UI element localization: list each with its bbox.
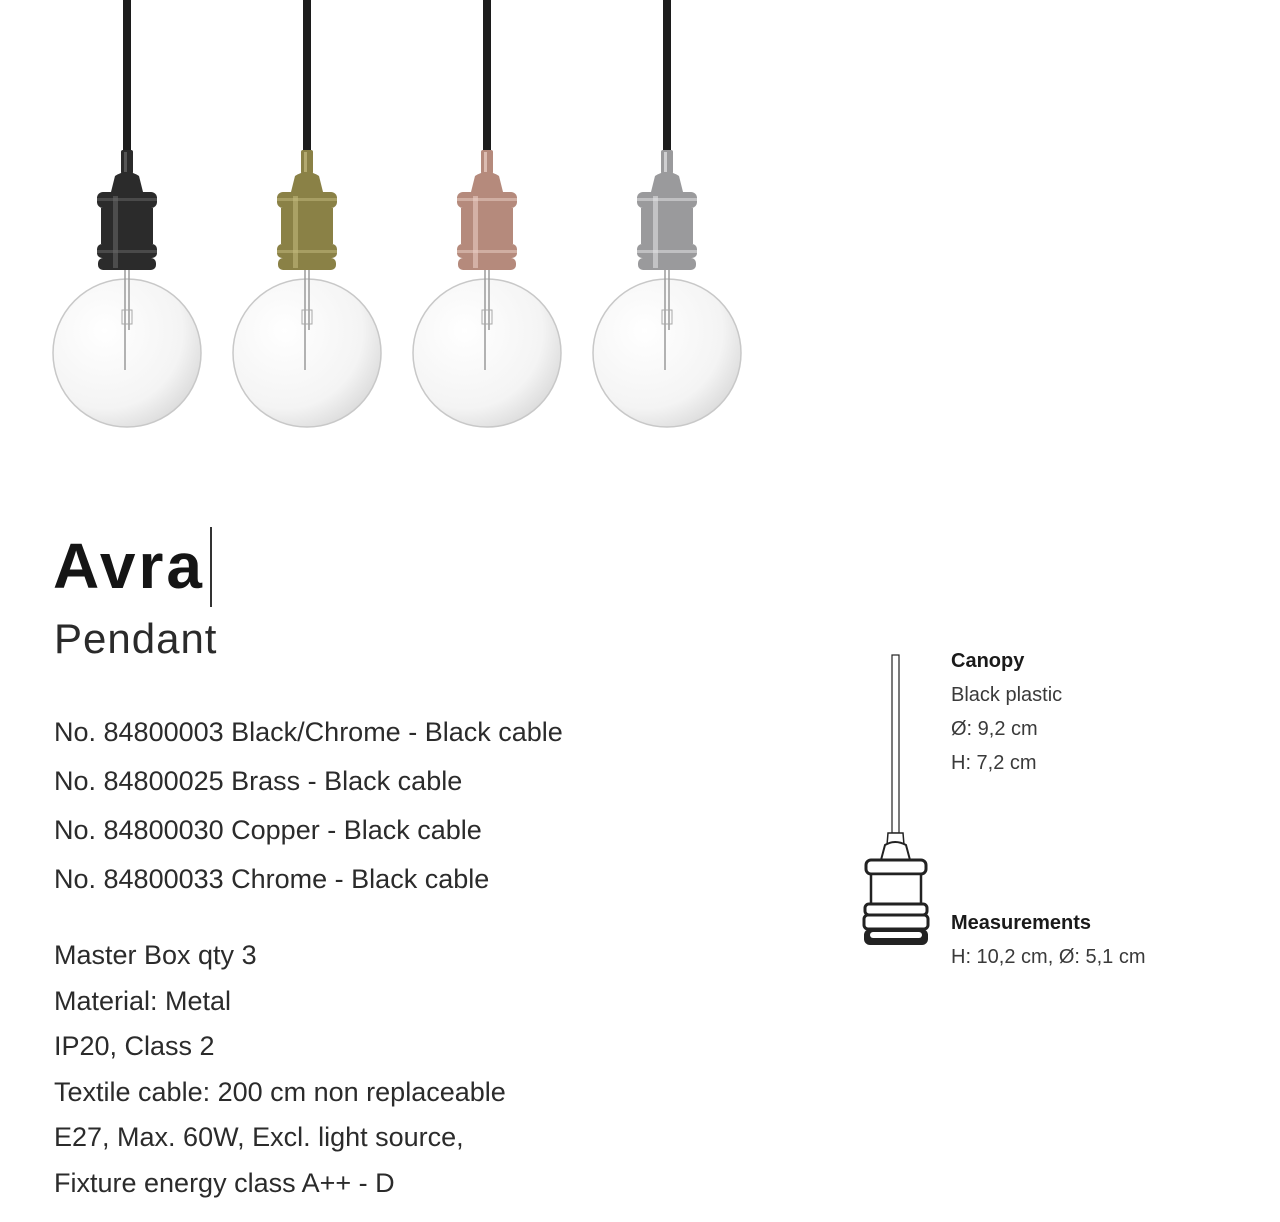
spec-item: E27, Max. 60W, Excl. light source, — [54, 1122, 464, 1152]
variant-item: No. 84800033 Chrome - Black cable — [54, 864, 490, 894]
pendant-lamp-black — [53, 0, 201, 427]
canopy-specs — [951, 644, 1062, 780]
pendant-lamp-copper — [413, 0, 561, 427]
canopy-line: Black plastic — [951, 684, 1063, 706]
product-name: Avra — [53, 530, 205, 602]
spec-item: Fixture energy class A++ - D — [54, 1167, 395, 1198]
canopy-line: Ø: 9,2 cm — [951, 718, 1038, 740]
variant-item: No. 84800025 Brass - Black cable — [54, 766, 463, 796]
variant-list — [54, 708, 563, 904]
measurements-line: H: 10,2 cm, Ø: 5,1 cm — [951, 946, 1146, 968]
measurement-specs — [951, 906, 1146, 974]
pendant-lamp-brass — [233, 0, 381, 427]
spec-item: Master Box qty 3 — [54, 940, 257, 970]
spec-item: IP20, Class 2 — [54, 1031, 215, 1061]
spec-item: Material: Metal — [54, 985, 232, 1016]
canopy-heading: Canopy — [951, 650, 1025, 672]
variant-item: No. 84800003 Black/Chrome - Black cable — [54, 717, 563, 747]
pendant-lamp-chrome — [593, 0, 741, 427]
canopy-line: H: 7,2 cm — [951, 752, 1037, 774]
spec-list — [54, 933, 506, 1206]
text-cursor — [210, 527, 212, 607]
variant-item: No. 84800030 Copper - Black cable — [54, 815, 482, 845]
spec-item: Textile cable: 200 cm non replaceable — [54, 1076, 506, 1107]
measurements-heading: Measurements — [951, 912, 1092, 934]
pendant-lamps-illustration — [0, 0, 780, 440]
product-photos — [0, 0, 780, 440]
product-type: Pendant — [54, 615, 218, 662]
lamp-socket-drawing-icon — [852, 645, 942, 975]
